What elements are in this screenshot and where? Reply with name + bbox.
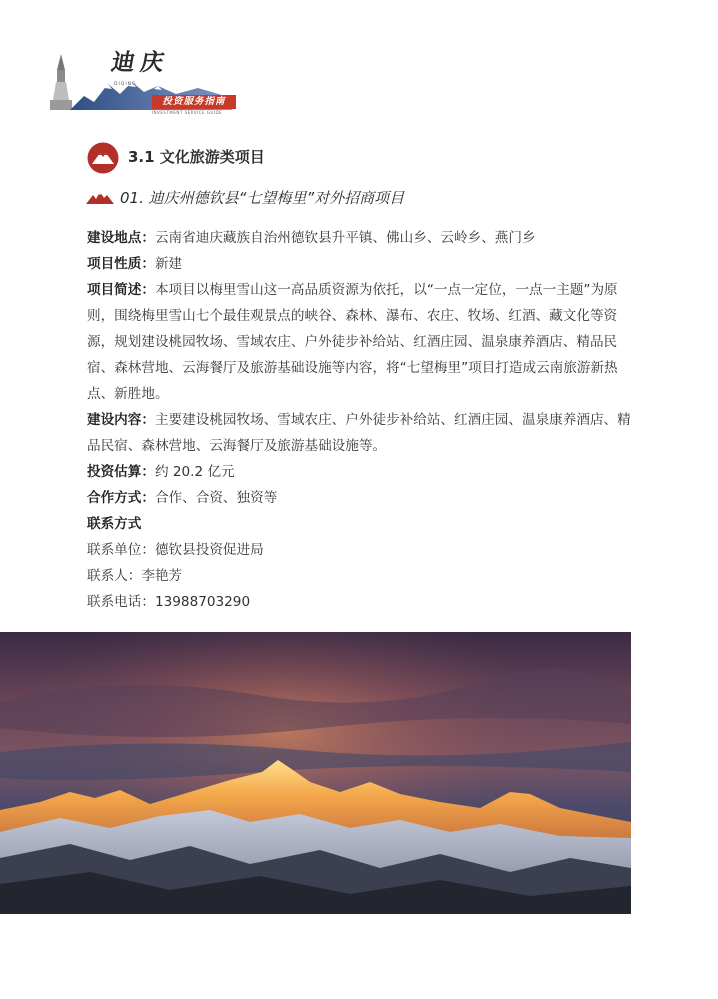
nature-row	[87, 251, 635, 277]
cooperation-value: 合作、合资、独资等	[154, 490, 278, 506]
location-row	[87, 225, 635, 251]
location-label: 建设地点：	[87, 230, 155, 246]
cooperation-label: 合作方式：	[87, 490, 155, 506]
investment-label: 投资估算：	[87, 464, 155, 480]
contact-phone: 联系电话：13988703290	[87, 594, 251, 610]
contact-person: 联系人：李艳芳	[87, 568, 183, 584]
cooperation-row	[87, 485, 635, 511]
summary-row	[87, 277, 635, 407]
meili-snow-mountain-photo	[0, 632, 631, 914]
content-row	[87, 407, 635, 459]
project-title: 01. 迪庆州德钦县“七望梅里”对外招商项目	[120, 189, 405, 207]
summary-value: 本项目以梅里雪山这一高品质资源为依托，以“一点一定位，一点一主题”为原则，围绕梅里雪山七个最佳观景点的峡谷、森林、瀑布、农庄、牧场、红酒、藏文化等资源，规划建设桃园牧场、雪域农庄、户外徒步补给站、红酒庄园、温泉康养酒店、精品民宿、森林营地、云海餐厅及旅游基础设施等内容，将“七望梅里”项目打造成云南旅游新热点、新胜地。	[87, 282, 618, 402]
logo-title: 投资服务指南	[152, 95, 236, 109]
logo-subtitle: INVESTMENT SERVICE GUIDE	[152, 110, 223, 115]
header-logo	[48, 42, 234, 116]
section-title: 3.1 文化旅游类项目	[128, 148, 265, 166]
logo-chinese-text: 迪庆	[109, 49, 173, 76]
content-label: 建设内容：	[87, 412, 155, 428]
location-value: 云南省迪庆藏族自治州德钦县升平镇、佛山乡、云岭乡、燕门乡	[154, 230, 536, 246]
nature-value: 新建	[154, 256, 183, 272]
content-value: 主要建设桃园牧场、雪域农庄、户外徒步补给站、红酒庄园、温泉康养酒店、精品民宿、森林营地、云海餐厅及旅游基础设施等。	[87, 412, 631, 454]
mountain-peaks-icon	[86, 190, 114, 206]
logo-english-text: DIQING	[114, 82, 137, 87]
project-details	[87, 225, 635, 615]
contact-heading: 联系方式	[87, 516, 142, 532]
mountain-badge-icon	[87, 142, 119, 174]
investment-value: 约 20.2 亿元	[154, 464, 235, 480]
summary-label: 项目简述：	[87, 282, 155, 298]
contact-unit: 联系单位：德钦县投资促进局	[87, 542, 264, 558]
nature-label: 项目性质：	[87, 256, 155, 272]
investment-row	[87, 459, 635, 485]
